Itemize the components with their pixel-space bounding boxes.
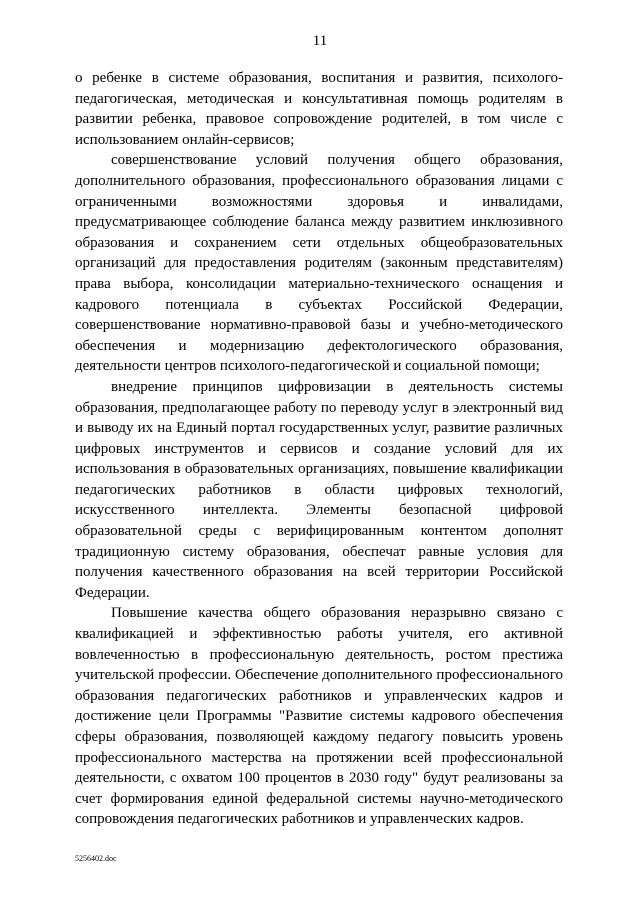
- paragraph-teacher-quality: Повышение качества общего образования неразрывно связано с квалификацией и эффективностью работы учителя, его активной вовлеченностью в профессиональную деятельность, ростом престижа учительской профессии. Обеспечение дополнительного профессионального образования педагогических работников и управленческих кадров и достижение цели Программы "Развитие системы кадрового обеспечения сферы образования, позволяющей каждому педагогу повысить уровень профессионального мастерства на протяжении всей профессиональной деятельности, с охватом 100 процентов в 2030 году" будут реализованы за счет формирования единой федеральной системы научно-методического сопровождения педагогических работников и управленческих кадров.: [75, 605, 563, 828]
- document-code-footer: 5256402.doc: [75, 854, 117, 863]
- paragraph-inclusive-education: совершенствование условий получения общего образования, дополнительного образования, профессионального образования лицами с ограниченными возможностями здоровья и инвалидами, предусматривающее соблюдение баланса между развитием инклюзивного образования и сохранением сети отдельных общеобразовательных организаций для предоставления родителям (законным представителям) права выбора, консолидации материально-технического оснащения и кадрового потенциала в субъектах Российской Федерации, совершенствование нормативно-правовой базы и учебно-методического обеспечения и модернизацию дефектологического образования, деятельности центров психолого-педагогической и социальной помощи;: [75, 152, 563, 375]
- document-body: [75, 68, 563, 830]
- paragraph-digitalization: внедрение принципов цифровизации в деятельность системы образования, предполагающее работу по переводу услуг в электронный вид и выводу их на Единый портал государственных услуг, развитие различных цифровых инструментов и сервисов и создание условий для их использования в образовательных организациях, повышение квалификации педагогических работников в области цифровых технологий, искусственного интеллекта. Элементы безопасной цифровой образовательной среды с верифицированным контентом дополнят традиционную систему образования, обеспечат равные условия для получения качественного образования на всей территории Российской Федерации.: [75, 378, 563, 601]
- page-number: 11: [312, 33, 328, 49]
- paragraph-continuation: о ребенке в системе образования, воспитания и развития, психолого-педагогическая, методическая и консультативная помощь родителям в развитии ребенка, правовое сопровождение родителей, в том числе с использованием онлайн-сервисов;: [75, 70, 563, 148]
